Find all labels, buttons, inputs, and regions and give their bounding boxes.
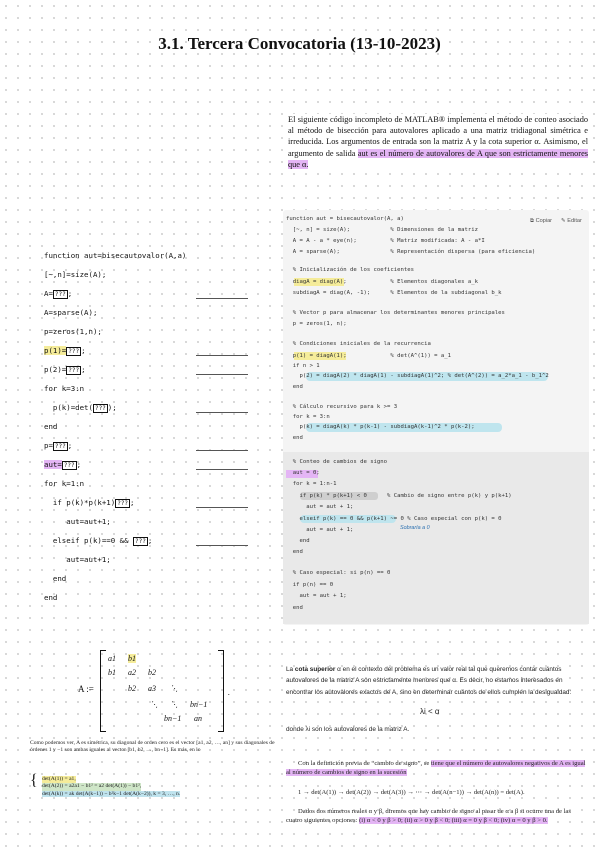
copy-button[interactable]: ⧉ Copiar (530, 218, 553, 224)
answer-line[interactable] (196, 469, 248, 470)
code-line-5: p=zeros(1,n); (44, 327, 102, 336)
matrix-cell: b2 (128, 684, 136, 693)
code-line-18: end (44, 574, 67, 583)
sign-definition-paragraph (286, 808, 588, 826)
page-title: 3.1. Tercera Convocatoria (13-10-2023) (158, 34, 441, 53)
edit-label: Editar (567, 218, 582, 224)
recurrence-text: det(A(k)) = ak det(A(k−1)) − b²k−1 det(A(k−2)), k = 3, …, n. (42, 790, 181, 797)
matrix-cell: a2 (128, 668, 136, 677)
semicolon: ; (81, 346, 86, 355)
answer-line[interactable] (196, 450, 248, 451)
copy-label: Copiar (535, 218, 553, 224)
eigenvalue-note: donde λi son los autovalores de la matriz A. (286, 726, 410, 733)
code-text: if p(k)*p(k+1) (44, 498, 116, 507)
answer-line[interactable] (196, 507, 248, 508)
recurrence-line: det(A(2)) = a2a1 − b1² = a2 det(A(1)) − b1², (42, 783, 142, 790)
matrix-cell: ⋱ (170, 700, 178, 709)
code-line-3 (44, 289, 72, 299)
semicolon: ; (81, 365, 86, 374)
symmetry-note: Como podemos ver, A es simétrica, su diagonal de orden cero es el vector [a1, a2, …, an] y sus diagonales de órdenes 1 y −1 son ambas iguales al vector [b1, b2, …, bn−1]. Es más, en lo (30, 740, 275, 754)
panel-line: aut = aut + 1; (286, 527, 354, 533)
paragraph-text: Con la definición previa de “cambio de signo”, se (298, 760, 431, 767)
panel-line: % Conteo de cambios de signo (286, 459, 388, 465)
blank-box[interactable]: ??? (135, 537, 146, 545)
answer-line[interactable] (196, 374, 248, 375)
recurrence-line: det(A(1)) = a1, (42, 776, 76, 782)
code-text: A= (44, 289, 53, 298)
semicolon: ; (130, 498, 135, 507)
panel-line: if n > 1 (286, 363, 320, 369)
matrix-cell: an (194, 714, 202, 723)
panel-line: end (286, 435, 303, 441)
recurrence-line (42, 791, 180, 798)
paragraph-highlight: (i) α < 0 y β > 0; (ii) α > 0 y β < 0; (iii) α = 0 y β < 0; (iv) α = 0 y β > 0. (359, 816, 548, 824)
answer-line[interactable] (196, 412, 248, 413)
paragraph-text: Dados dos números reales α y β, diremos que hay cambio de signo al pasar de α a β si ocurre una de las cuatro siguientes opciones: (286, 808, 571, 824)
code-line-4: A=sparse(A); (44, 308, 98, 317)
matrix-cell: b1 (108, 668, 116, 677)
panel-line: [~, n] = size(A); % Dimensiones de la matriz (286, 227, 478, 233)
code-line-17: aut=aut+1; (44, 555, 111, 564)
panel-line: end (286, 605, 303, 611)
code-text: p(1)= (44, 346, 67, 355)
blank-box[interactable]: ??? (63, 461, 75, 469)
panel-line: for k = 1:n-1 (286, 481, 337, 487)
panel-line: % Cálculo recursivo para k >= 3 (286, 404, 398, 410)
matrix-cell: b2 (148, 668, 156, 677)
code-text: p= (44, 441, 53, 450)
code-line-9 (44, 403, 117, 413)
panel-line: A = sparse(A); % Representación dispersa (para eficiencia) (286, 249, 536, 255)
answer-line[interactable] (196, 298, 248, 299)
code-line-13: for k=1:n (44, 479, 85, 488)
code-line-1: function aut=bisecautovalor(A,a) (44, 251, 187, 260)
panel-line: for k = 3:n (286, 414, 330, 420)
matrix-left-bracket (100, 650, 106, 732)
semicolon: ; (67, 441, 73, 450)
matrix-lhs: A := (78, 684, 94, 694)
blank-box[interactable]: ??? (68, 366, 80, 374)
panel-line: if p(n) == 0 (286, 582, 334, 588)
code-text: p(2)= (44, 365, 67, 374)
code-line-19: end (44, 593, 58, 602)
blank-box[interactable]: ??? (68, 347, 80, 355)
panel-line: % Vector p para almacenar los determinantes menores principales (286, 310, 505, 316)
closing: ); (107, 403, 117, 412)
handwritten-note: Sobraría a 0 (400, 525, 430, 531)
answer-line[interactable] (196, 545, 248, 546)
code-line-2: [~,n]=size(A); (44, 270, 107, 279)
blank-box[interactable]: ??? (54, 290, 66, 298)
panel-line: end (286, 538, 310, 544)
semicolon: ; (67, 289, 73, 298)
code-text: elseif p(k)==0 && (44, 536, 133, 545)
code-line-7 (44, 365, 86, 375)
intro-highlight: aut es el número de autovalores de A que son estrictamente menores que α. (288, 148, 588, 169)
panel-line: % Caso especial: si p(n) == 0 (286, 570, 391, 576)
semicolon: ; (76, 460, 82, 469)
code-line-10: end (44, 422, 58, 431)
panel-line: aut = 0; (286, 470, 320, 476)
code-line-11 (44, 441, 72, 451)
matrix-cell: a3 (148, 684, 156, 693)
panel-line: p = zeros(1, n); (286, 321, 347, 327)
paragraph-highlight: tiene que el número de autovalores negativos de A es igual al número de cambios de signo en la sucesión (286, 760, 586, 776)
explanation-paragraph (286, 664, 586, 698)
recurrence-brace: { (30, 772, 38, 789)
semicolon: ; (147, 536, 153, 545)
panel-line: function aut = bisecautovalor(A, a) (286, 216, 404, 222)
code-text: aut= (44, 460, 62, 469)
panel-line: p(2) = diagA(2) * diagA(1) - subdiagA(1)^2; % det(A^(2)) = a_2*a_1 - b_1^2 (286, 373, 549, 379)
code-line-15: aut=aut+1; (44, 517, 111, 526)
code-line-14 (44, 498, 135, 508)
panel-line: % Condiciones iniciales de la recurrencia (286, 341, 431, 347)
panel-line: elseif p(k) == 0 && p(k+1) ~= 0 % Caso especial con p(k) = 0 (286, 516, 502, 522)
matrix-cell: a1 (108, 654, 116, 663)
code-line-12 (44, 460, 81, 470)
panel-line: % Inicialización de los coeficientes (286, 267, 414, 273)
sequence: 1 → det(A(1)) → det(A(2)) → det(A(3)) → ⋯ → det(A(n−1)) → det(A(n)) = det(A). (298, 789, 525, 796)
edit-button[interactable]: ✎ Editar (561, 218, 582, 224)
code-line-8: for k=3:n (44, 384, 85, 393)
matrix-cell: ⋱ (170, 684, 178, 693)
panel-line: aut = aut + 1; (286, 504, 354, 510)
panel-line: p(1) = diagA(1); % det(A^(1)) = a_1 (286, 353, 452, 359)
blank-box[interactable]: ??? (54, 442, 66, 450)
blank-box[interactable]: ??? (94, 404, 106, 412)
matrix-cell: b1 (128, 654, 136, 663)
panel-line: A = A - a * eye(n); % Matriz modificada: A - a*I (286, 238, 485, 244)
explanation-text: La (286, 666, 295, 673)
intro-text: El siguiente código incompleto de MATLAB® implementa el método de conteo asociado al método de bisección para autovalores aplicado a una matriz tridiagonal simétrica e irreducida. Los argumentos de entrada son la matriz A y la cota superior α. Asimismo, el argumento de salida (288, 115, 588, 158)
answer-line[interactable] (196, 355, 248, 356)
panel-line: subdiagA = diag(A, -1); % Elementos de la subdiagonal b_k (286, 290, 502, 296)
code-text: p(k)=det( (44, 403, 93, 412)
panel-line: aut = aut + 1; (286, 593, 347, 599)
recurrence-block (42, 776, 282, 798)
intro-paragraph (288, 114, 588, 170)
matrix-cell: bn−1 (190, 700, 208, 709)
blank-box[interactable]: ??? (117, 499, 129, 507)
sign-change-paragraph (286, 760, 588, 778)
code-line-16 (44, 536, 152, 546)
panel-line: end (286, 384, 303, 390)
panel-line: if p(k) * p(k+1) < 0 % Cambio de signo entre p(k) y p(k+1) (286, 493, 512, 499)
matrix-cell: ⋱ (150, 700, 158, 709)
matrix-right-bracket (218, 650, 224, 732)
matrix-cell: bn−1 (164, 714, 182, 723)
explanation-text: α en el contexto del problema es un valor real tal que queremos contar cuántos autovalores de la matriz A son estrictamente menores que α. Es decir, no estamos interesados en encontrar los autovalores exactos de A, sino en determinar cuántos de ellos cumplen la desigualdad: (286, 666, 572, 696)
inequality: λi < α (420, 707, 440, 716)
panel-line: p(k) = diagA(k) * p(k-1) - subdiagA(k-1)^2 * p(k-2); (286, 424, 475, 430)
panel-line: end (286, 549, 303, 555)
matrix-period: . (228, 688, 230, 697)
explanation-bold: cota superior (294, 666, 336, 673)
panel-line: diagA = diag(A); % Elementos diagonales a_k (286, 279, 478, 285)
code-line-6 (44, 346, 86, 356)
